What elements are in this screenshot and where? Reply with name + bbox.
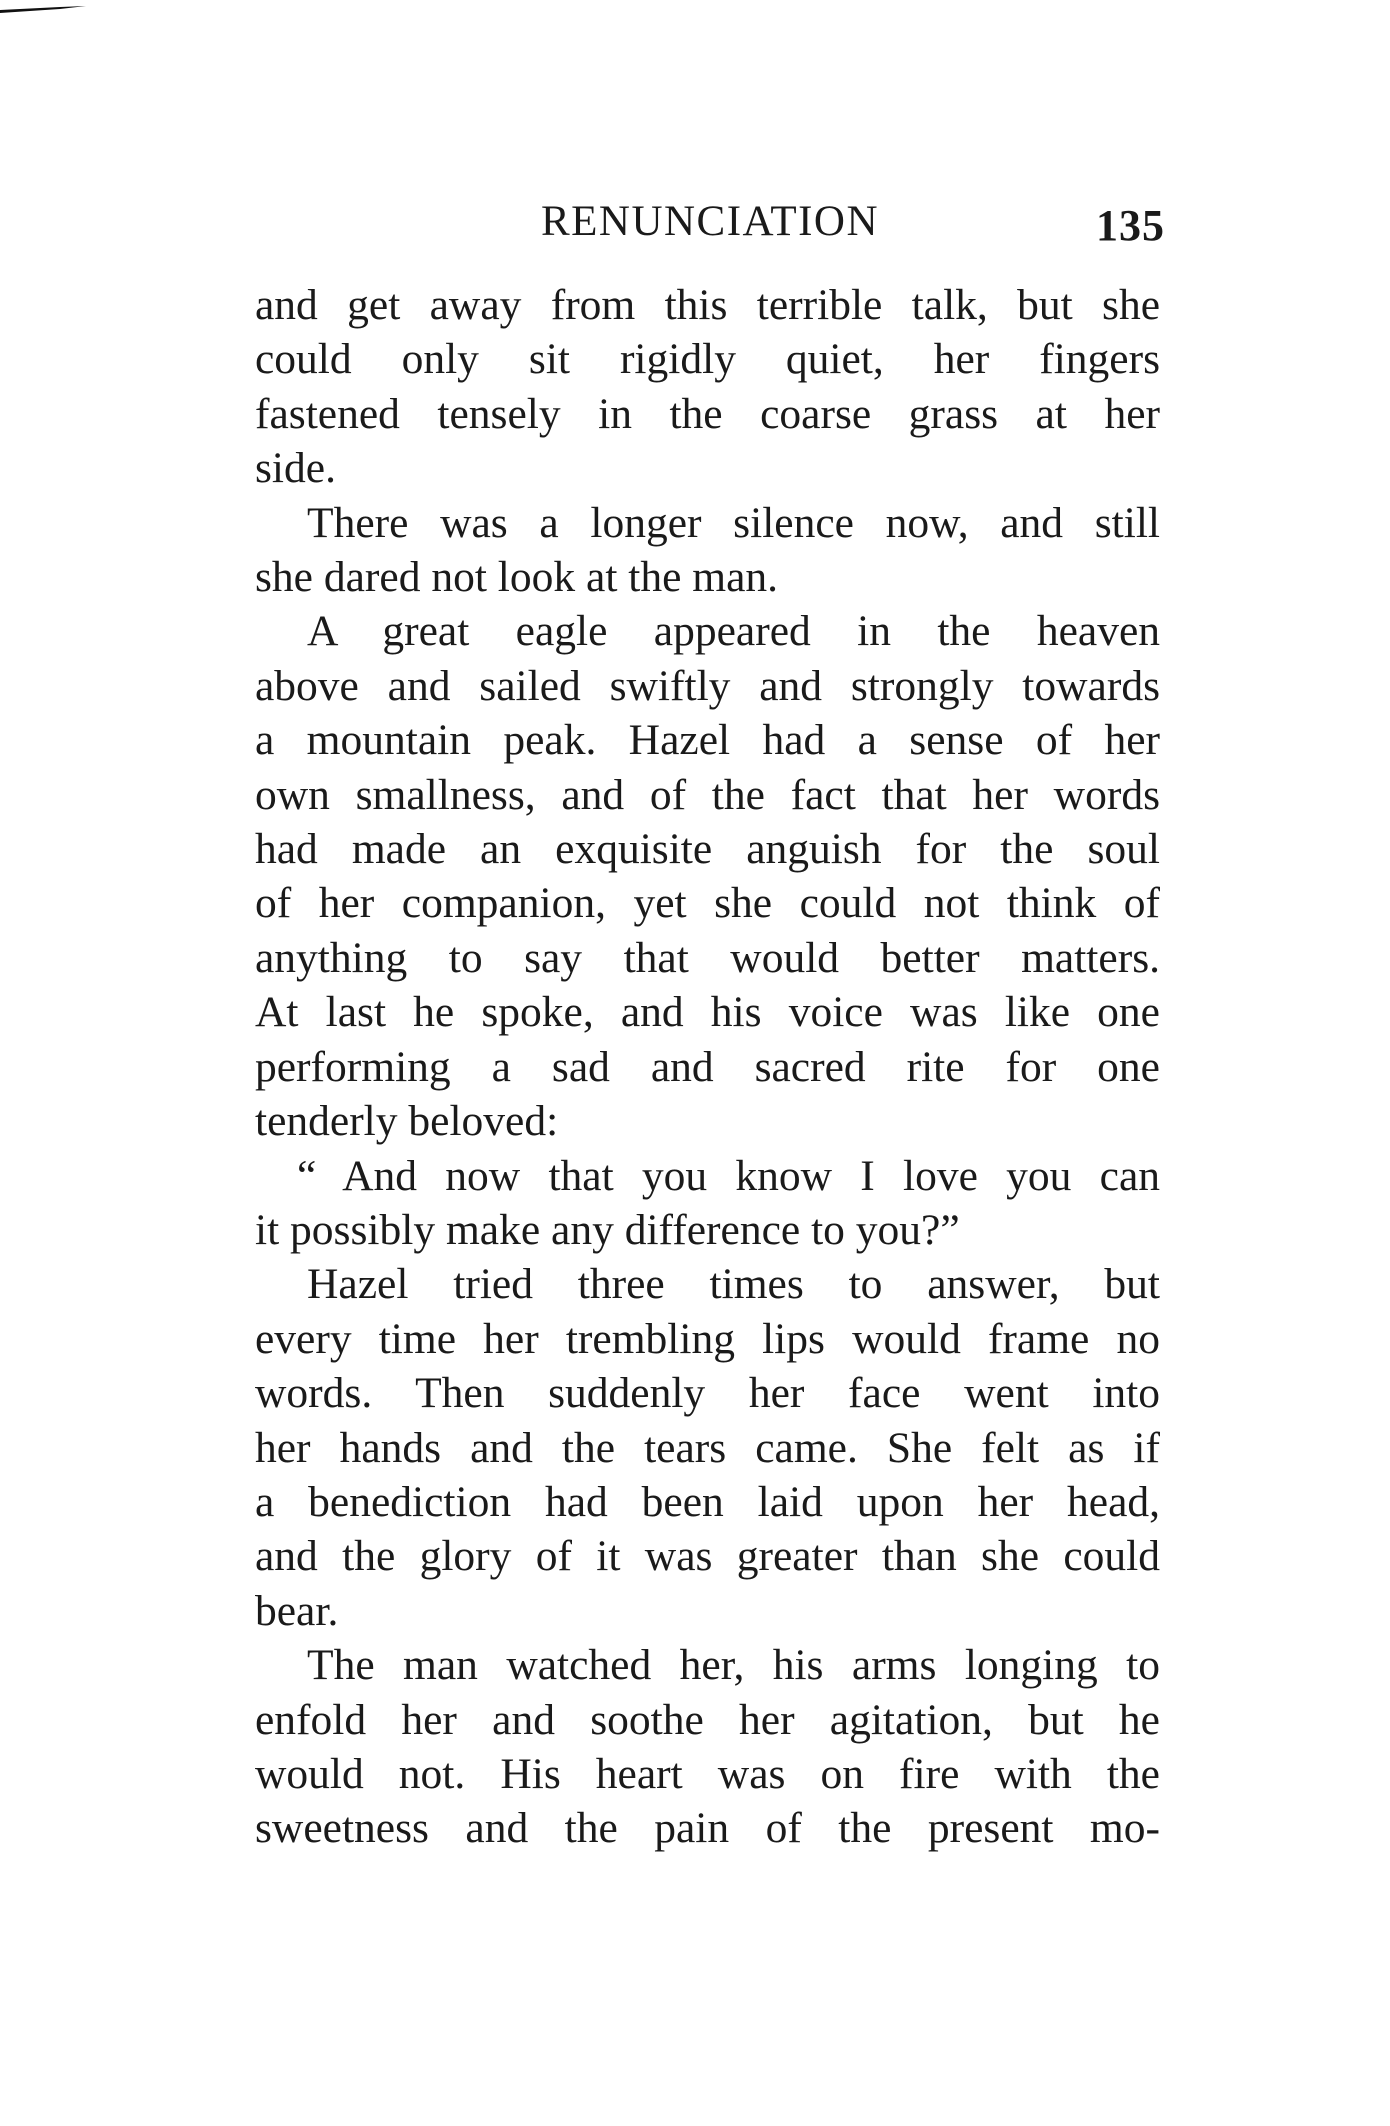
- text-line: fastened tensely in the coarse grass at her: [255, 389, 1160, 438]
- text-line: The man watched her, his arms longing to: [307, 1641, 1160, 1690]
- text-line: There was a longer silence now, and still: [307, 498, 1160, 547]
- text-line: enfold her and soothe her agitation, but he: [255, 1695, 1160, 1744]
- running-title: RENUNCIATION: [540, 198, 880, 245]
- text-line: anything to say that would better matters.: [255, 933, 1160, 982]
- text-line: a mountain peak. Hazel had a sense of her: [255, 716, 1160, 765]
- text-line: she dared not look at the man.: [255, 553, 779, 602]
- page-corner-mark: [0, 4, 86, 14]
- text-line: a benediction had been laid upon her head,: [255, 1477, 1160, 1526]
- text-line: At last he spoke, and his voice was like one: [255, 988, 1160, 1037]
- text-line: of her companion, yet she could not think of: [255, 879, 1160, 928]
- text-line: would not. His heart was on fire with the: [255, 1749, 1160, 1798]
- text-line: and the glory of it was greater than she could: [255, 1532, 1160, 1581]
- text-line: it possibly make any difference to you?”: [255, 1205, 960, 1254]
- text-line: bear.: [255, 1586, 339, 1635]
- text-line: her hands and the tears came. She felt as if: [255, 1423, 1160, 1472]
- text-line: tenderly beloved:: [255, 1097, 559, 1146]
- text-line: “ And now that you know I love you can: [297, 1151, 1160, 1200]
- text-line: sweetness and the pain of the present mo-: [255, 1804, 1160, 1853]
- body-text: [255, 278, 1160, 1856]
- text-line: every time her trembling lips would frame no: [255, 1314, 1160, 1363]
- running-head: [255, 192, 1165, 252]
- text-line: above and sailed swiftly and strongly towards: [255, 661, 1160, 710]
- text-line: side.: [255, 444, 336, 493]
- page-number: 135: [1096, 201, 1165, 250]
- text-line: words. Then suddenly her face went into: [255, 1369, 1160, 1418]
- text-line: own smallness, and of the fact that her words: [255, 770, 1160, 819]
- text-line: performing a sad and sacred rite for one: [255, 1042, 1160, 1091]
- text-line: A great eagle appeared in the heaven: [307, 607, 1160, 656]
- text-line: and get away from this terrible talk, but she: [255, 281, 1160, 329]
- text-line: could only sit rigidly quiet, her fingers: [255, 335, 1160, 384]
- text-line: Hazel tried three times to answer, but: [307, 1260, 1160, 1309]
- text-line: had made an exquisite anguish for the soul: [255, 825, 1160, 874]
